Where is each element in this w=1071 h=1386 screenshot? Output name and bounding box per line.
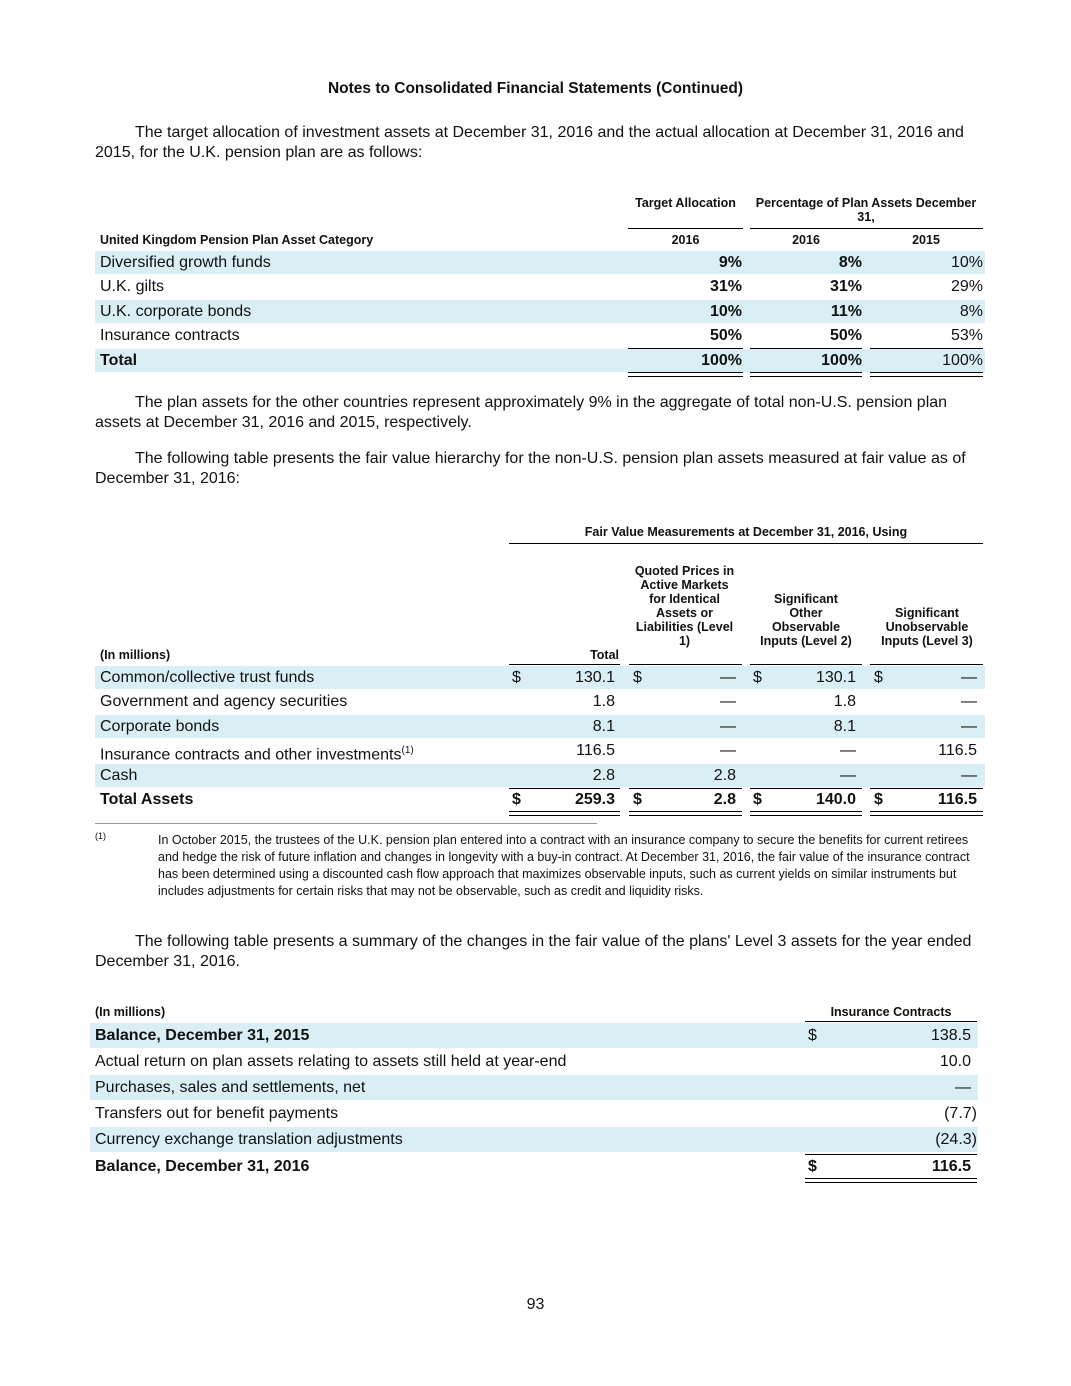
table-cell: — [955,1079,971,1096]
table-cell: 8.1 [833,718,856,735]
fair-value-intro-paragraph: The following table presents the fair value hierarchy for the non-U.S. pension plan assets measured at fair value as of December 31, 2016: [95,450,966,487]
currency-symbol: $ [633,791,642,808]
table-row-label: Balance, December 31, 2015 [95,1027,310,1044]
category-header: United Kingdom Pension Plan Asset Category [100,233,374,247]
table-row-label-total: Balance, December 31, 2016 [95,1158,310,1175]
table-row-label-total: Total Assets [100,791,194,808]
table-cell: 116.5 [576,742,615,759]
in-millions-label: (In millions) [100,648,171,662]
currency-symbol: $ [512,669,521,686]
table-row-label: Diversified growth funds [100,254,271,271]
table-cell: 138.5 [930,1027,971,1044]
table-row-label: Actual return on plan assets relating to assets still held at year-end [95,1053,567,1070]
year-header-actual-2016: 2016 [792,233,820,247]
year-header-actual-2015: 2015 [912,233,940,247]
currency-symbol: $ [512,791,521,808]
level2-column-header: Significant Other Observable Inputs (Level 2) [760,592,852,648]
table-row-label: Insurance contracts and other investments$^{(1)}$ [100,745,414,764]
table-row-label: U.K. gilts [100,278,165,295]
table-cell: 130.1 [574,669,615,686]
currency-symbol: $ [633,669,642,686]
table-row-label: Insurance contracts [100,327,240,344]
currency-symbol: $ [808,1027,817,1044]
table-cell: 31% [829,278,862,295]
page-title: Notes to Consolidated Financial Statements (Continued) [327,80,744,97]
table-row-label: Transfers out for benefit payments [95,1105,339,1122]
total-column-header: Total [590,648,619,662]
intro-paragraph: The target allocation of investment assets at December 31, 2016 and the actual allocation at December 31, 2016 and 2015, for the U.K. pension plan are as follows: [95,124,964,161]
in-millions-label: (In millions) [95,1005,166,1019]
currency-symbol: $ [874,791,883,808]
table-cell: 50% [829,327,862,344]
currency-symbol: $ [753,669,762,686]
target-allocation-header: Target Allocation [635,196,736,210]
table-cell: 8.1 [592,718,615,735]
table-cell: — [961,718,977,735]
level3-column-header: Significant Unobservable Inputs (Level 3) [881,606,973,648]
table-cell: (24.3) [935,1131,977,1148]
table-cell: 259.3 [574,791,615,808]
table-row-label: Cash [100,767,138,784]
table-cell: 8% [959,303,983,320]
year-header-target-2016: 2016 [671,233,700,247]
footnote-text: In October 2015, the trustees of the U.K. pension plan entered into a contract with an insurance company to secure the benefits for current retirees and hedge the risk of future inflation and changes in longevity with a buy-in contract. At December 31, 2016, the fair value of the insurance contract has been determined using a discounted cash flow approach that maximizes observable inputs, such as current yields on similar instruments but includes adjustments for certain risks that may not be observable, such as credit and liquidity risks. [158,833,970,898]
table-cell: 116.5 [938,742,977,759]
table-cell: — [961,693,977,710]
table-cell: — [720,669,736,686]
table-row-label-total: Total [100,352,138,369]
table-cell: 100% [942,352,983,369]
table-row-label: Government and agency securities [100,693,348,710]
table-row-label: U.K. corporate bonds [100,303,252,320]
other-countries-paragraph: The plan assets for the other countries represent approximately 9% in the aggregate of total non-U.S. pension plan assets at December 31, 2016 and 2015, respectively. [95,394,948,431]
table-cell: — [961,767,977,784]
table-cell: 130.1 [815,669,856,686]
table-cell: — [720,718,736,735]
table-row-label: Currency exchange translation adjustments [95,1131,403,1148]
footnote-reference: (1) [401,745,414,756]
footnote-mark: (1) [95,831,106,841]
table-cell: 11% [830,303,862,320]
table-cell: 116.5 [937,791,977,808]
currency-symbol: $ [808,1158,817,1175]
table-cell: 100% [701,352,742,369]
table-cell: 2.8 [592,767,615,784]
page-number: 93 [526,1296,545,1313]
table-cell: — [720,693,736,710]
table-cell: 31% [709,278,742,295]
table-cell: 10% [709,303,742,320]
footnote [95,832,975,918]
table-cell: 1.8 [592,693,615,710]
table-cell: 140.0 [815,791,856,808]
table-row-label: Corporate bonds [100,718,220,735]
table-cell: 9% [718,254,742,271]
level1-column-header: Quoted Prices in Active Markets for Identical Assets or Liabilities (Level 1) [634,564,735,648]
table-cell: — [840,767,856,784]
table-cell: 1.8 [833,693,856,710]
table-cell: 100% [821,352,862,369]
table-cell: 53% [950,327,983,344]
fair-value-super-header: Fair Value Measurements at December 31, 2016, Using [584,525,908,539]
table-cell: 8% [838,254,862,271]
table-cell: (7.7) [944,1105,977,1122]
table-cell: 10% [950,254,983,271]
percentage-plan-assets-header: Percentage of Plan Assets December 31, [755,196,977,224]
table-cell: 2.8 [713,767,736,784]
table-row-label: Common/collective trust funds [100,669,315,686]
table-cell: 10.0 [939,1053,971,1070]
currency-symbol: $ [753,791,762,808]
table-cell: — [961,669,977,686]
insurance-contracts-header: Insurance Contracts [830,1005,952,1019]
table-cell: 29% [950,278,983,295]
table-row-label: Purchases, sales and settlements, net [95,1079,366,1096]
table-cell: 116.5 [931,1158,971,1175]
table-cell: — [720,742,736,759]
currency-symbol: $ [874,669,883,686]
table-cell: 2.8 [713,791,736,808]
table-cell: 50% [709,327,742,344]
table-cell: — [840,742,856,759]
level3-intro-paragraph: The following table presents a summary of the changes in the fair value of the plans' Level 3 assets for the year ended December 31, 2016. [95,933,972,970]
